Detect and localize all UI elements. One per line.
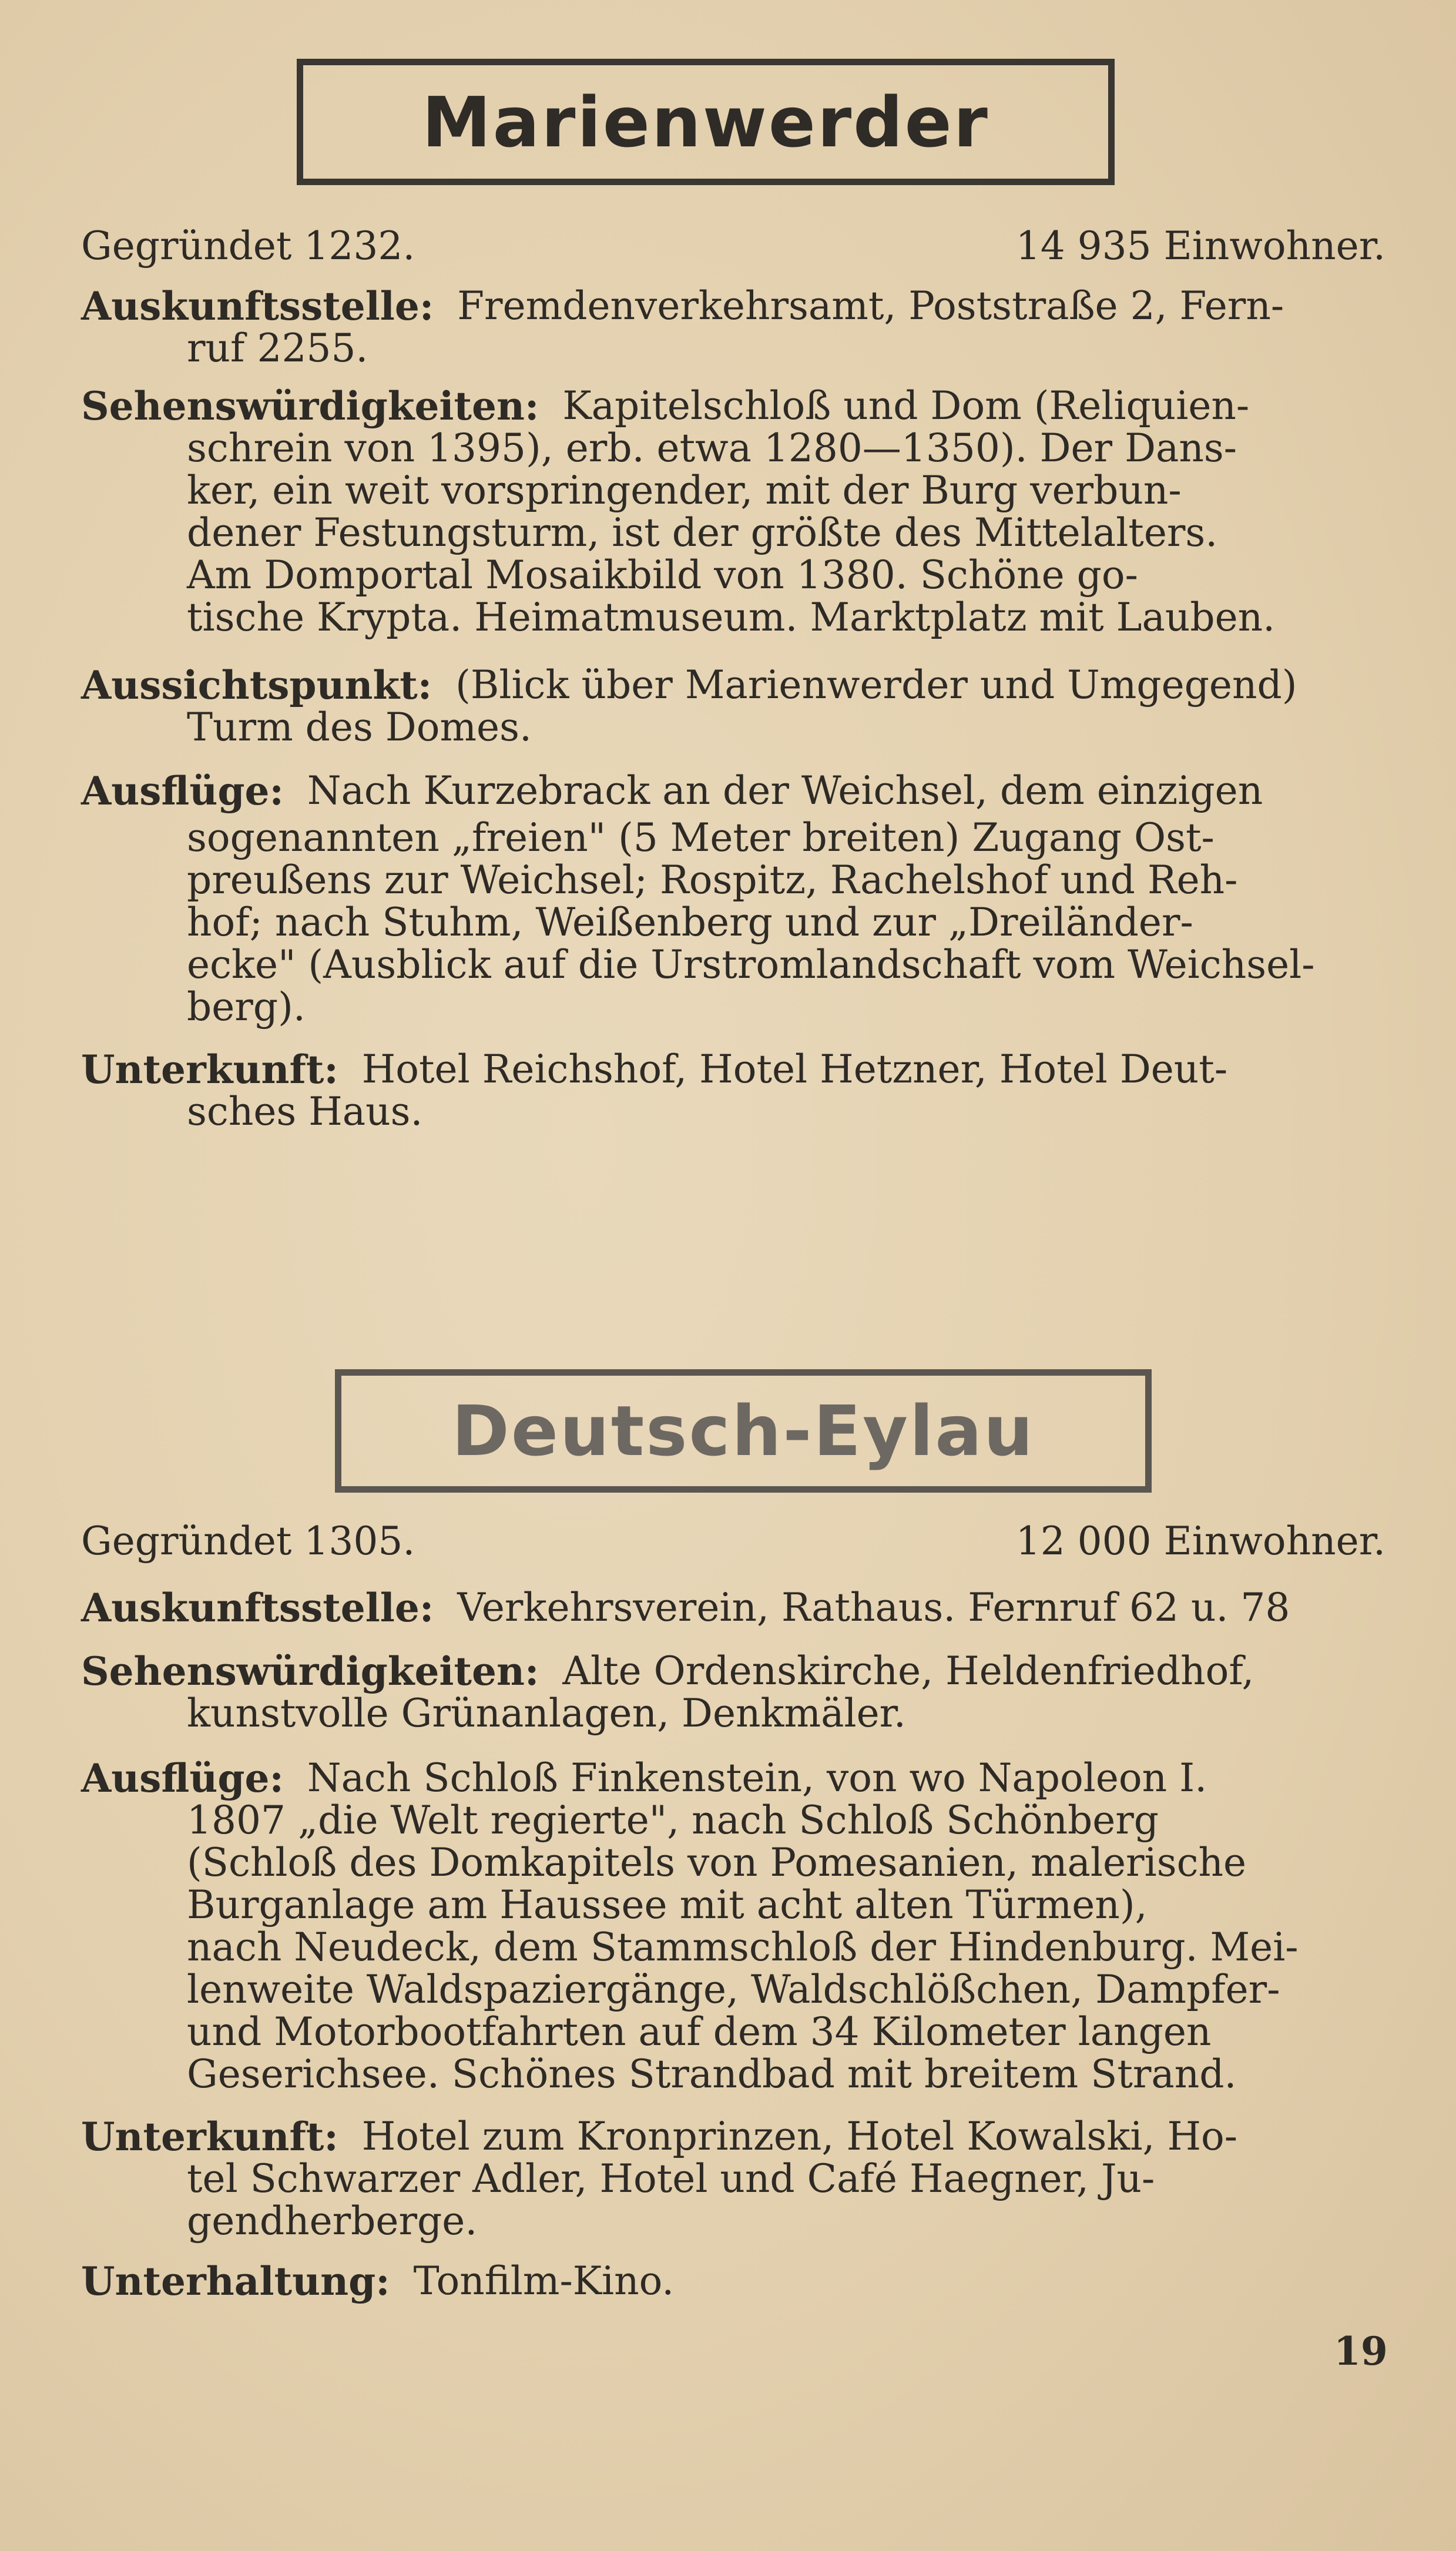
population-text: 12 000 Einwohner. [1015, 1518, 1385, 1564]
population-text: 14 935 Einwohner. [1015, 223, 1385, 269]
trips-line: berg). [187, 984, 306, 1030]
lodging-text: Hotel Reichshof, Hotel Hetzner, Hotel Deut- [361, 1047, 1228, 1092]
info-text: Fremdenverkehrsamt, Poststraße 2, Fern- [457, 283, 1284, 328]
info-row [81, 285, 1385, 327]
page-number: 19 [1334, 2328, 1388, 2374]
trips-line: sogenannten „freien" (5 Meter breiten) Zugang Ost- [187, 815, 1215, 860]
lodging-label: Unterkunft: [81, 2114, 338, 2160]
sights-text: Kapitelschloß und Dom (Reliquien- [562, 383, 1250, 428]
info-text: Verkehrsverein, Rathaus. Fernruf 62 u. 78 [457, 1585, 1290, 1630]
view-label: Aussichtspunkt: [81, 662, 432, 708]
title-box-deutsch-eylau [335, 1369, 1152, 1493]
lodging-text: Hotel zum Kronprinzen, Hotel Kowalski, Ho- [361, 2114, 1238, 2159]
trips-label: Ausflüge: [81, 768, 284, 814]
lodging-label: Unterkunft: [81, 1047, 338, 1092]
trips-row [81, 1757, 1385, 1799]
sights-label: Sehenswürdigkeiten: [81, 1648, 539, 1694]
lodging-row [81, 1048, 1385, 1091]
trips-line: ecke" (Ausblick auf die Urstromlandschaft vom Weichsel- [187, 942, 1315, 987]
sights-row [81, 1650, 1385, 1692]
sights-line: tische Krypta. Heimatmuseum. Marktplatz mit Lauben. [187, 595, 1276, 640]
trips-row [81, 770, 1385, 812]
sights-line: dener Festungsturm, ist der größte des Mittelalters. [187, 510, 1218, 555]
trips-line: nach Neudeck, dem Stammschloß der Hindenburg. Mei- [187, 1925, 1299, 1970]
founded-row [81, 1520, 1385, 1563]
lodging-row [81, 2116, 1385, 2158]
founded-row [81, 225, 1385, 267]
info-label: Auskunftsstelle: [81, 283, 434, 329]
trips-line: Burganlage am Haussee mit acht alten Türmen), [187, 1882, 1148, 1928]
view-row [81, 664, 1385, 706]
trips-line: lenweite Waldspaziergänge, Waldschlößchen, Dampfer- [187, 1967, 1280, 2012]
sights-line: kunstvolle Grünanlagen, Denkmäler. [187, 1691, 906, 1736]
founded-text: Gegründet 1305. [81, 1518, 415, 1564]
info-label: Auskunftsstelle: [81, 1585, 434, 1631]
trips-line: hof; nach Stuhm, Weißenberg und zur „Dreiländer- [187, 900, 1193, 945]
trips-line: 1807 „die Welt regierte", nach Schloß Schönberg [187, 1798, 1159, 1843]
view-line: Turm des Domes. [187, 705, 532, 750]
info-line: ruf 2255. [187, 326, 368, 371]
sights-line: Am Domportal Mosaikbild von 1380. Schöne go- [187, 552, 1138, 598]
trips-label: Ausflüge: [81, 1755, 284, 1801]
info-row [81, 1587, 1385, 1629]
sights-line: schrein von 1395), erb. etwa 1280—1350). Der Dans- [187, 425, 1237, 471]
sights-text: Alte Ordenskirche, Heldenfriedhof, [562, 1648, 1254, 1694]
sights-label: Sehenswürdigkeiten: [81, 383, 539, 429]
trips-text: Nach Kurzebrack an der Weichsel, dem einzigen [307, 768, 1263, 813]
entertainment-text: Tonfilm-Kino. [413, 2258, 675, 2304]
trips-line: Geserichsee. Schönes Strandbad mit breitem Strand. [187, 2051, 1237, 2097]
entertainment-label: Unterhaltung: [81, 2258, 390, 2304]
sights-line: ker, ein weit vorspringender, mit der Burg verbun- [187, 468, 1182, 513]
trips-line: (Schloß des Domkapitels von Pomesanien, malerische [187, 1840, 1247, 1885]
view-text: (Blick über Marienwerder und Umgegend) [455, 662, 1297, 708]
trips-line: und Motorbootfahrten auf dem 34 Kilometer langen [187, 2009, 1212, 2054]
section-title: Marienwerder [422, 81, 989, 163]
lodging-line: tel Schwarzer Adler, Hotel und Café Haegner, Ju- [187, 2156, 1155, 2201]
entertainment-row [81, 2260, 1385, 2302]
trips-line: preußens zur Weichsel; Rospitz, Rachelshof und Reh- [187, 857, 1238, 903]
founded-text: Gegründet 1232. [81, 223, 415, 269]
title-box-marienwerder [297, 59, 1115, 185]
trips-text: Nach Schloß Finkenstein, von wo Napoleon I. [307, 1755, 1207, 1801]
sights-row [81, 385, 1385, 427]
section-title: Deutsch-Eylau [451, 1390, 1035, 1471]
lodging-line: sches Haus. [187, 1089, 423, 1134]
lodging-line: gendherberge. [187, 2198, 478, 2244]
